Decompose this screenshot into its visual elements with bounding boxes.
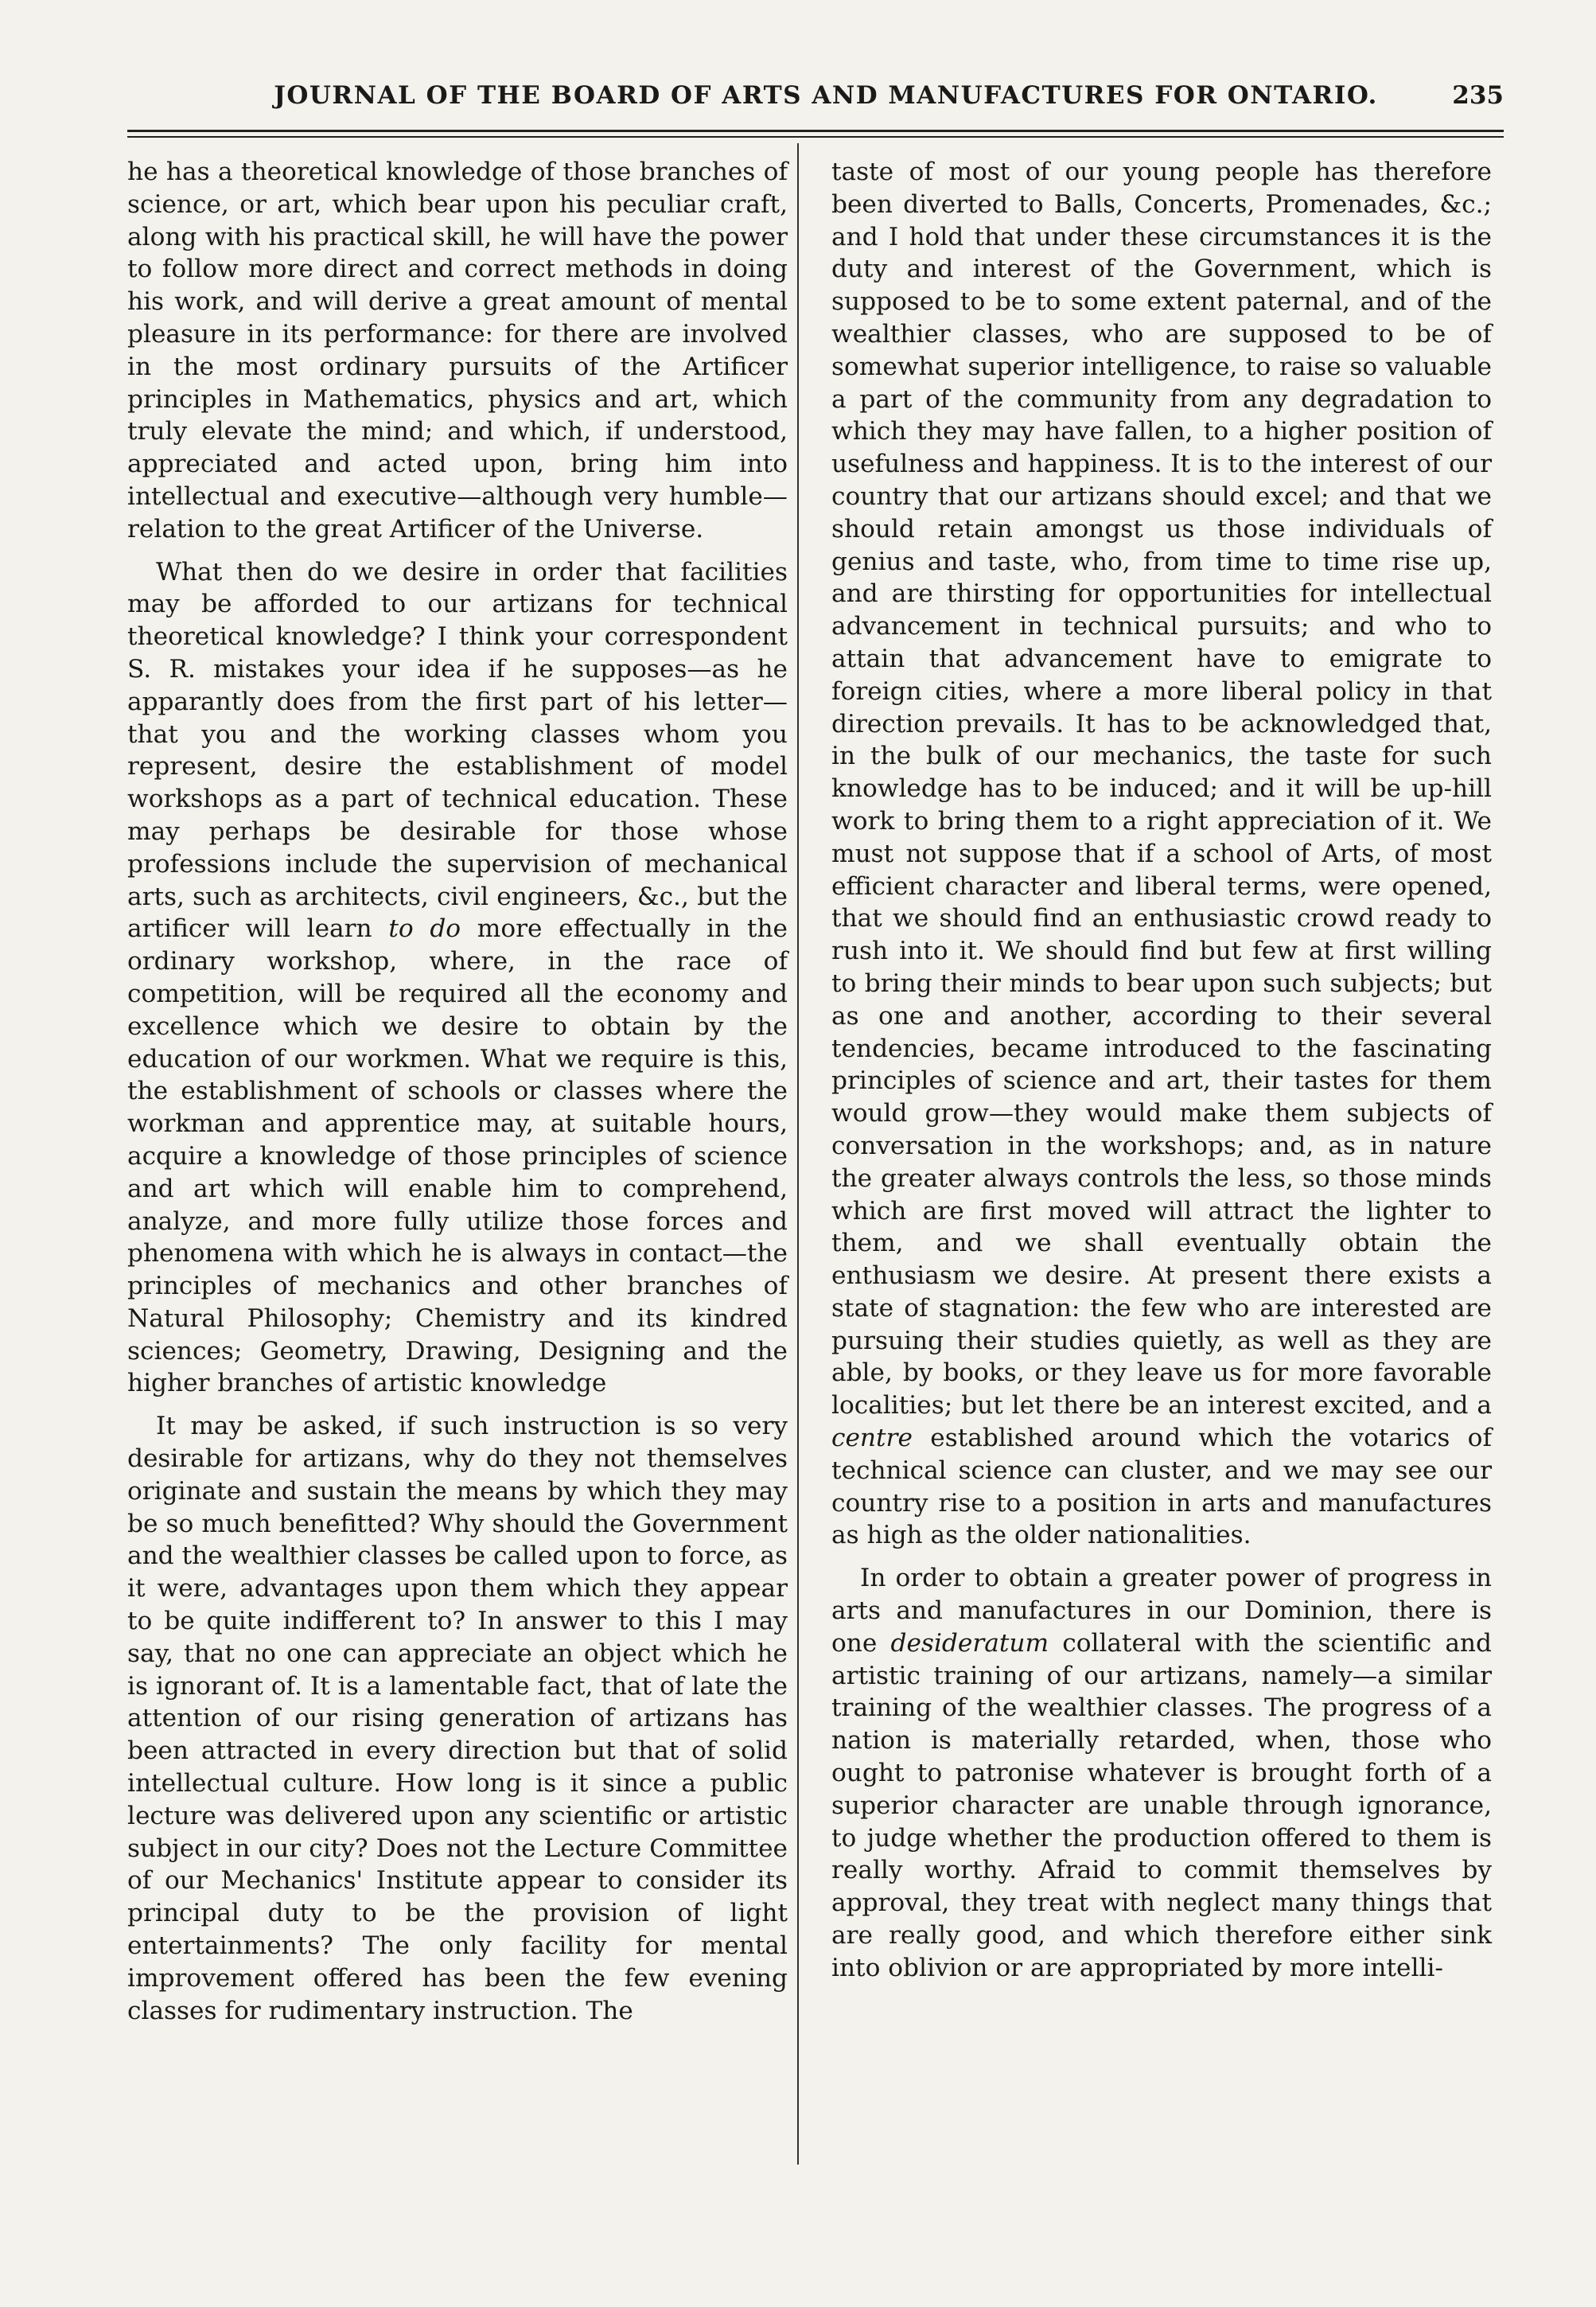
emphasis: centre <box>831 1424 913 1453</box>
paragraph-text: What then do we desire in order that facilities may be afforded to our artizans for technical theoretical knowledge? I think your correspondent S. R. mistakes your idea if he supposes—as he apparantly does from the first part of his letter—that you and the working classes whom you represent, desire the establishment of model workshops as a part of technical education. These may perhaps be desirable for those whose professions include the supervision of mechanical arts, such as architects, civil engineers, &c., but the artificer will learn <box>127 557 788 944</box>
header-rule-secondary <box>127 136 1504 138</box>
paragraph-text: more effectually in the ordinary workshop, where, in the race of competition, will be required all the economy and excellence which we desire to obtain by the education of our workmen. What we require is this, the establishment of schools or classes where the workman and apprentice may, at suitable hours, acquire a knowledge of those principles of science and art which will enable him to comprehend, analyze, and more fully utilize those forces and phenomena with which he is always in contact—the principles of mechanics and other branches of Natural Philosophy; Chemistry and its kindred sciences; Geometry, Drawing, Designing and the higher branches of artistic knowledge <box>127 914 788 1398</box>
header-rule <box>127 130 1504 132</box>
page-header <box>127 81 1504 123</box>
running-title: JOURNAL OF THE BOARD OF ARTS AND MANUFACTURES FOR ONTARIO. <box>274 81 1378 110</box>
paragraph <box>831 1562 1492 1984</box>
paragraph <box>831 156 1492 1552</box>
paragraph-text: collateral with the scientific and artistic training of our artizans, namely—a similar training of the wealthier classes. The progress of a nation is materially retarded, when, those who ought to patronise whatever is brought forth of a superior character are unable through ignorance, to judge whether the production offered to them is really worthy. Afraid to commit themselves by approval, they treat with neglect many things that are really good, and which therefore either sink into oblivion or are appropriated by more intelli- <box>831 1628 1492 1982</box>
paragraph-text: In order to obtain a greater power of progress in arts and manufactures in our Dominion, there is one <box>831 1564 1492 1658</box>
right-column <box>831 156 1492 1995</box>
paragraph <box>127 556 788 1401</box>
page-number: 235 <box>1452 81 1504 110</box>
column-divider <box>797 143 799 2165</box>
paragraph-text: taste of most of our young people has therefore been diverted to Balls, Concerts, Promenades, &c.; and I hold that under these circumstances it is the duty and interest of the Government, which is supposed to be to some extent paternal, and of the wealthier classes, who are supposed to be of somewhat superior intelligence, to raise so valuable a part of the community from any degradation to which they may have fallen, to a higher position of usefulness and happiness. It is to the interest of our country that our artizans should excel; and that we should retain amongst us those individuals of genius and taste, who, from time to time rise up, and are thirsting for opportunities for intellectual advancement in technical pursuits; and who to attain that advancement have to emigrate to foreign cities, where a more liberal policy in that direction prevails. It has to be acknowledged that, in the bulk of our mechanics, the taste for such knowledge has to be induced; and it will be up-hill work to bring them to a right appreciation of it. We must not suppose that if a school of Arts, of most efficient character and liberal terms, were opened, that we should find an enthusiastic crowd ready to rush into it. We should find but few at first willing to bring their minds to bear upon such subjects; but as one and another, according to their several tendencies, became introduced to the fascinating principles of science and art, their tastes for them would grow—they would make them subjects of conversation in the workshops; and, as in nature the greater always controls the less, so those minds which are first moved will attract the lighter to them, and we shall eventually obtain the enthusiasm we desire. At present there exists a state of stagnation: the few who are interested are pursuing their studies quietly, as well as they are able, by books, or they leave us for more favorable localities; but let there be an interest excited, and a <box>831 158 1492 1420</box>
paragraph-text: established around which the votarics of technical science can cluster, and we may see our country rise to a position in arts and manufactures as high as the older nationalities. <box>831 1424 1492 1550</box>
emphasis: desideratum <box>890 1628 1049 1658</box>
emphasis: to do <box>388 914 461 944</box>
paragraph: It may be asked, if such instruction is so very desirable for artizans, why do they not themselves originate and sustain the means by which they may be so much benefitted? Why should the Government and the wealthier classes be called upon to force, as it were, advantages upon them which they appear to be quite indifferent to? In answer to this I may say, that no one can appreciate an object which he is ignorant of. It is a lamentable fact, that of late the attention of our rising generation of artizans has been attracted in every direction but that of solid intellectual culture. How long is it since a public lecture was delivered upon any scientific or artistic subject in our city? Does not the Lecture Committee of our Mechanics' Institute appear to consider its principal duty to be the provision of light entertainments? The only facility for mental improvement offered has been the few evening classes for rudimentary instruction. The <box>127 1412 788 2025</box>
paragraph: he has a theoretical knowledge of those branches of science, or art, which bear upon his peculiar craft, along with his practical skill, he will have the power to follow more direct and correct methods in doing his work, and will derive a great amount of mental pleasure in its performance: for there are involved in the most ordinary pursuits of the Artificer principles in Mathematics, physics and art, which truly elevate the mind; and which, if understood, appreciated and acted upon, bring him into intellectual and executive—although very humble—relation to the great Artificer of the Universe. <box>127 158 788 544</box>
left-column <box>127 156 788 2037</box>
